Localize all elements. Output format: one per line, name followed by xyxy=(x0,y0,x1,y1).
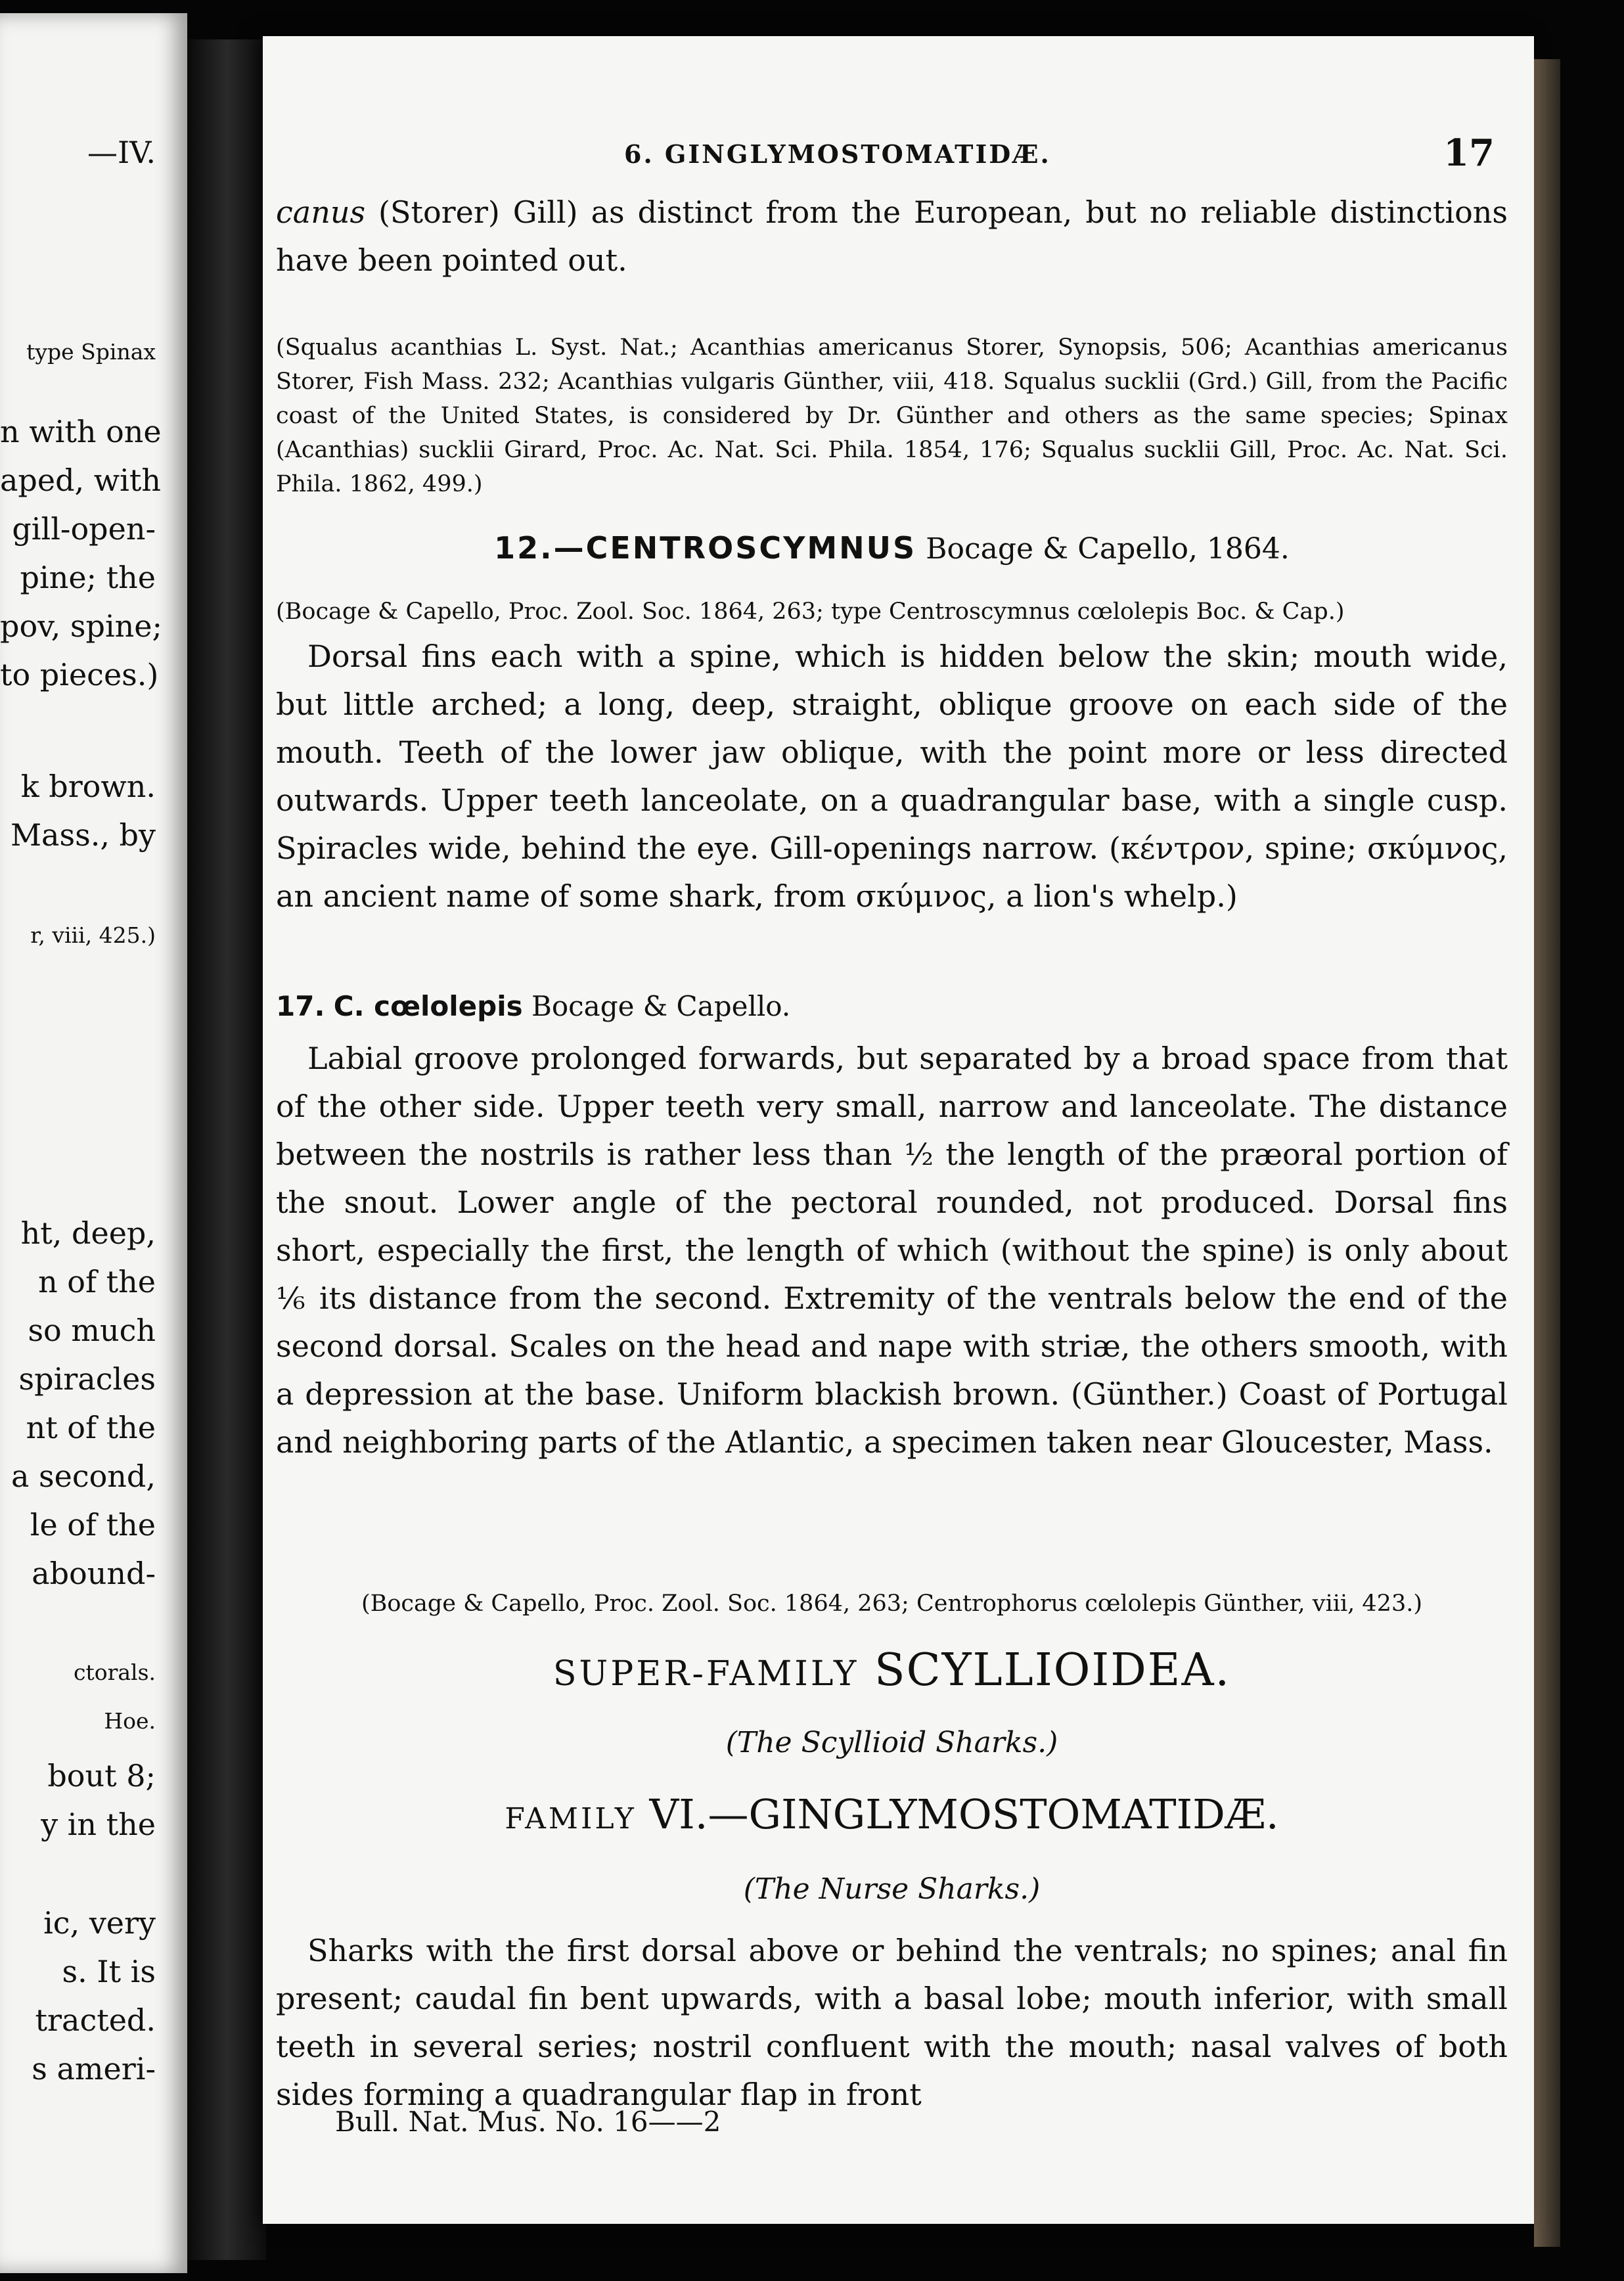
left-page-line: Hoe. xyxy=(104,1708,156,1734)
species-heading xyxy=(276,990,790,1022)
left-page-line: tracted. xyxy=(35,2002,156,2038)
left-page-line: nt of the xyxy=(26,1410,156,1445)
left-page-line: to pieces.) xyxy=(0,657,159,692)
species-description xyxy=(276,1035,1508,1466)
intro-paragraph xyxy=(276,189,1508,284)
intro-text: (Storer) Gill) as distinct from the European, but no reliable distinctions have been pointed out. xyxy=(276,194,1508,278)
left-page-line: ctorals. xyxy=(73,1660,156,1685)
intro-italic-lead: canus xyxy=(276,194,366,230)
species-number: 17. xyxy=(276,990,325,1022)
left-page-line: n with one xyxy=(0,414,162,449)
left-page-line: aped, with xyxy=(0,463,161,498)
superfamily-heading xyxy=(276,1644,1508,1696)
left-page-line: abound- xyxy=(32,1556,156,1591)
left-page-line: le of the xyxy=(30,1507,156,1543)
signature-footer: Bull. Nat. Mus. No. 16——2 xyxy=(335,2106,721,2138)
running-header xyxy=(276,131,1508,184)
page-number: 17 xyxy=(1443,131,1495,175)
left-page-line: n of the xyxy=(38,1264,156,1299)
family-description-text: Sharks with the first dorsal above or behind the ventrals; no spines; anal fin present; caudal fin bent upwards, with a basal lobe; mouth inferior, with small teeth in several series; nostril confluent with the mouth; nasal valves of both sides forming a quadrangular flap in front xyxy=(276,1933,1508,2112)
left-page-line: r, viii, 425.) xyxy=(30,922,156,948)
genus-heading xyxy=(276,530,1508,566)
left-page-line: ht, deep, xyxy=(20,1215,156,1251)
left-page-line: k brown. xyxy=(20,769,156,804)
species-name: C. cœlolepis xyxy=(333,990,523,1022)
left-page-line: pine; the xyxy=(20,560,156,595)
genus-number: 12.— xyxy=(494,530,586,566)
left-page-line: spiracles xyxy=(18,1361,156,1397)
left-page-line: type Spinax xyxy=(26,339,156,365)
family-prefix: FAMILY xyxy=(505,1802,637,1836)
family-common-name: (The Nurse Sharks.) xyxy=(743,1872,1041,1906)
species-description-text: Labial groove prolonged forwards, but separated by a broad space from that of the other side. Upper teeth very small, narrow and lanceolate. The distance between the nostrils is rather less than ½ the length of the præoral portion of the snout. Lower angle of the pectoral rounded, not produced. Dorsal fins short, especially the first, the length of which (without the spine) is only about ⅙ its distance from the second. Extremity of the ventrals below the end of the second dorsal. Scales on the head and nape with striæ, the others smooth, with a depression at the base. Uniform blackish brown. (Günther.) Coast of Portugal and neighboring parts of the Atlantic, a specimen taken near Gloucester, Mass. xyxy=(276,1041,1508,1460)
left-page-line: Mass., by xyxy=(10,817,156,853)
genus-description-text: Dorsal fins each with a spine, which is hidden below the skin; mouth wide, but little arched; a long, deep, straight, oblique groove on each side of the mouth. Teeth of the lower jaw oblique, with the point more or less directed outwards. Upper teeth lanceolate, on a quadrangular base, with a single cusp. Spiracles wide, behind the eye. Gill-openings narrow. (κέντρον, spine; σκύμνος, an ancient name of some shark, from σκύμνος, a lion's whelp.) xyxy=(276,639,1508,914)
left-page-line: so much xyxy=(28,1313,156,1348)
left-page-line: pov, spine; xyxy=(0,608,163,644)
superfamily-common-name: (The Scyllioid Sharks.) xyxy=(725,1726,1058,1759)
species-references xyxy=(276,1587,1508,1621)
genus-authority: Bocage & Capello, 1864. xyxy=(926,532,1290,566)
family-heading xyxy=(276,1790,1508,1838)
genus-references xyxy=(276,595,1508,629)
genus-refs-text: (Bocage & Capello, Proc. Zool. Soc. 1864, 263; type Centroscymnus cœlolepis Boc. & Cap.) xyxy=(276,598,1345,625)
genus-name: CENTROSCYMNUS xyxy=(585,530,917,566)
family-description xyxy=(276,1927,1508,2119)
left-page-line: gill-open- xyxy=(12,511,156,547)
running-title: 6. GINGLYMOSTOMATIDÆ. xyxy=(624,139,1051,169)
intro-references xyxy=(276,330,1508,501)
left-page-line: ic, very xyxy=(43,1905,156,1941)
superfamily-prefix: SUPER-FAMILY xyxy=(553,1654,859,1694)
left-page xyxy=(0,13,187,2273)
family-name: VI.—GINGLYMOSTOMATIDÆ. xyxy=(649,1790,1279,1838)
species-refs-text: (Bocage & Capello, Proc. Zool. Soc. 1864, 263; Centrophorus cœlolepis Günther, viii, 423.) xyxy=(361,1591,1422,1617)
species-authority: Bocage & Capello. xyxy=(531,990,791,1022)
genus-description xyxy=(276,633,1508,920)
left-page-line: y in the xyxy=(41,1807,156,1842)
book-gutter xyxy=(187,39,266,2260)
right-page xyxy=(263,36,1534,2224)
superfamily-name: SCYLLIOIDEA. xyxy=(874,1644,1231,1696)
left-page-line: s. It is xyxy=(62,1954,156,1989)
left-page-line: a second, xyxy=(11,1458,156,1494)
page-edges xyxy=(1534,59,1560,2247)
left-page-line: s ameri- xyxy=(32,2051,156,2087)
left-page-line: bout 8; xyxy=(47,1758,156,1794)
left-page-line: —IV. xyxy=(87,135,156,170)
intro-refs-text: (Squalus acanthias L. Syst. Nat.; Acanthias americanus Storer, Synopsis, 506; Acanthias americanus Storer, Fish Mass. 232; Acanthias vulgaris Günther, viii, 418. Squalus sucklii (Grd.) Gill, from the Pacific coast of the United States, is considered by Dr. Günther and others as the same species; Spinax (Acanthias) sucklii Girard, Proc. Ac. Nat. Sci. Phila. 1854, 176; Squalus sucklii Gill, Proc. Ac. Nat. Sci. Phila. 1862, 499.) xyxy=(276,334,1508,497)
